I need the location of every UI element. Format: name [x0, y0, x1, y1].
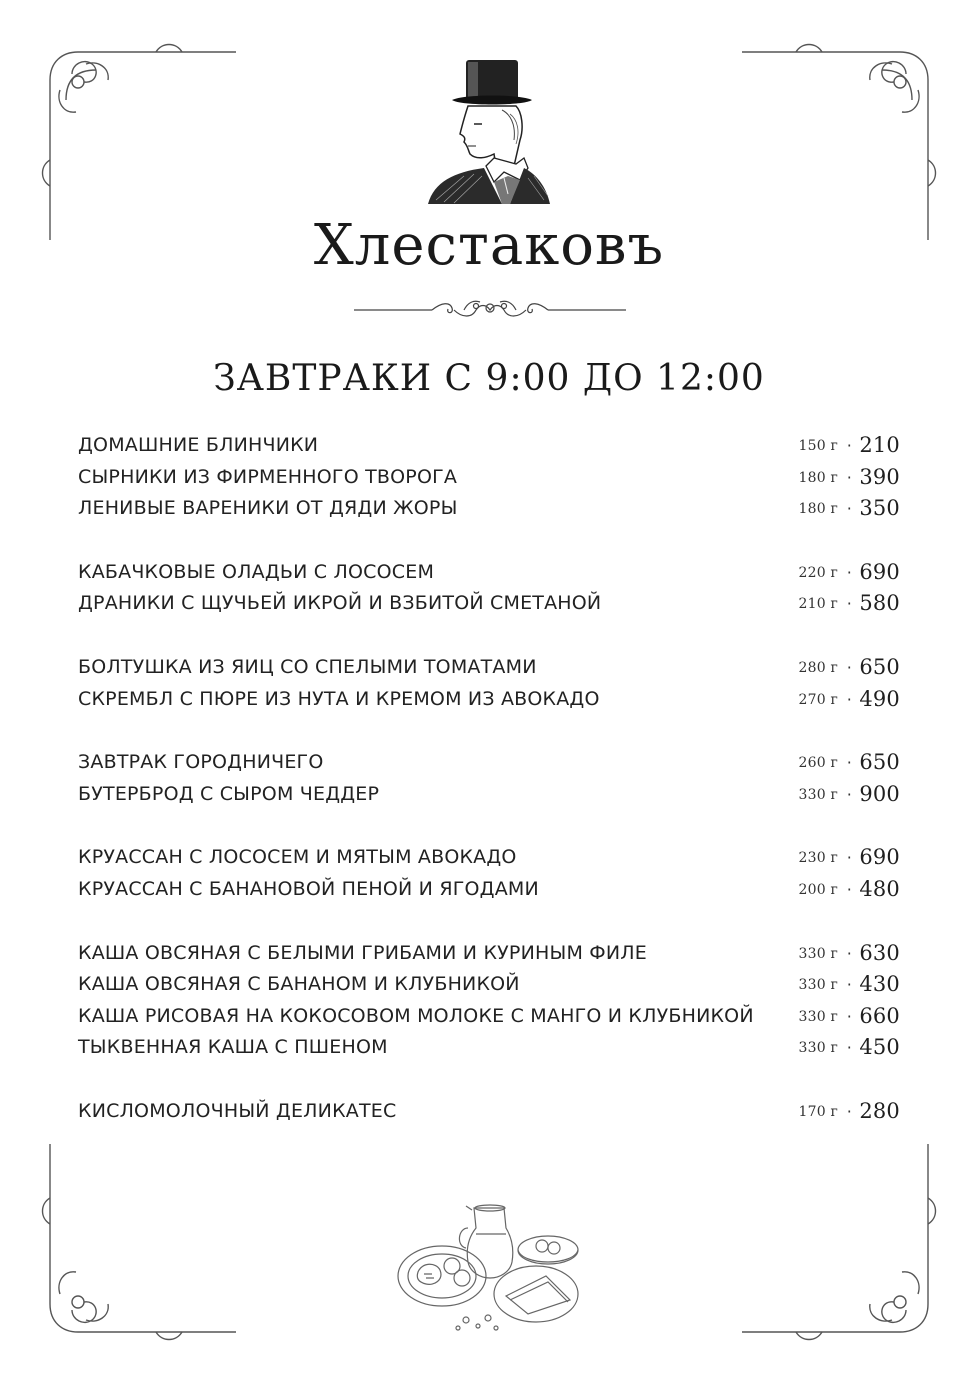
menu-item-name: КИСЛОМОЛОЧНЫЙ ДЕЛИКАТЕС [78, 1099, 397, 1122]
menu-item-weight: 180 г [798, 469, 838, 486]
menu-item-weight: 180 г [798, 501, 838, 518]
menu-item-weight: 260 г [798, 755, 838, 772]
price-separator: · [846, 689, 852, 709]
section-heading: ЗАВТРАКИ С 9:00 ДО 12:00 [213, 358, 765, 399]
menu-item-price: 650 [859, 750, 900, 775]
menu-item-price: 210 [859, 433, 900, 457]
menu-list [78, 430, 902, 1128]
menu-item-name: БОЛТУШКА ИЗ ЯИЦ СО СПЕЛЫМИ ТОМАТАМИ [78, 655, 537, 678]
price-separator: · [846, 879, 852, 899]
menu-item-weight: 200 г [798, 881, 838, 898]
price-separator: · [846, 975, 852, 995]
menu-item-price: 690 [859, 845, 900, 870]
menu-item [78, 430, 902, 462]
menu-item-weight: 230 г [798, 850, 838, 867]
menu-item [78, 493, 902, 525]
menu-item-price: 280 [859, 1098, 900, 1123]
menu-item-name: КАША РИСОВАЯ НА КОКОСОВОМ МОЛОКЕ С МАНГО И КЛУБНИКОЙ [78, 1004, 754, 1027]
menu-item-weight: 150 г [798, 438, 838, 454]
menu-item-weight: 330 г [798, 945, 838, 962]
price-separator: · [846, 943, 852, 963]
menu-item-name: ДОМАШНИЕ БЛИНЧИКИ [78, 434, 319, 456]
menu-item [78, 779, 902, 811]
menu-item-weight: 330 г [798, 977, 838, 994]
breakfast-illustration-icon [396, 1188, 586, 1338]
price-separator: · [846, 753, 852, 773]
menu-item-name: КАША ОВСЯНАЯ С БАНАНОМ И КЛУБНИКОЙ [78, 973, 520, 996]
menu-item-weight: 330 г [798, 786, 838, 803]
menu-item-price: 650 [859, 654, 900, 679]
price-separator: · [846, 1038, 852, 1058]
price-separator: · [846, 594, 852, 614]
menu-item-price: 660 [859, 1003, 900, 1028]
price-separator: · [846, 657, 852, 677]
menu-item-name: КАША ОВСЯНАЯ С БЕЛЫМИ ГРИБАМИ И КУРИНЫМ ФИЛЕ [78, 941, 647, 964]
menu-item-weight: 220 г [798, 564, 838, 581]
flourish-corner-icon [36, 1134, 246, 1344]
price-separator: · [846, 562, 852, 582]
menu-item-name: ДРАНИКИ С ЩУЧЬЕЙ ИКРОЙ И ВЗБИТОЙ СМЕТАНОЙ [78, 592, 602, 615]
price-separator: · [846, 467, 852, 487]
menu-item-weight: 270 г [798, 691, 838, 708]
price-separator: · [846, 784, 852, 804]
menu-item-price: 580 [859, 591, 900, 616]
menu-item-price: 390 [859, 464, 900, 489]
menu-item-name: СКРЕМБЛ С ПЮРЕ ИЗ НУТА И КРЕМОМ ИЗ АВОКАДО [78, 687, 600, 710]
menu-item-weight: 280 г [798, 659, 838, 676]
menu-item [78, 462, 902, 494]
menu-item-price: 480 [859, 876, 900, 901]
gentleman-in-top-hat-icon [424, 54, 554, 204]
menu-item [78, 747, 902, 779]
price-separator: · [846, 436, 852, 455]
menu-item-weight: 210 г [798, 596, 838, 613]
price-separator: · [846, 1101, 852, 1121]
menu-item [78, 652, 902, 684]
menu-item-weight: 170 г [798, 1103, 838, 1120]
menu-item-price: 450 [859, 1035, 900, 1060]
price-separator: · [846, 848, 852, 868]
menu-item [78, 874, 902, 906]
menu-item-price: 430 [859, 972, 900, 997]
ornamental-divider-icon [354, 298, 626, 322]
menu-item-name: КАБАЧКОВЫЕ ОЛАДЬИ С ЛОСОСЕМ [78, 560, 435, 583]
flourish-corner-icon [732, 1134, 942, 1344]
menu-item [78, 842, 902, 874]
menu-item-name: БУТЕРБРОД С СЫРОМ ЧЕДДЕР [78, 782, 380, 805]
menu-item [78, 1001, 902, 1033]
menu-item [78, 588, 902, 620]
price-separator: · [846, 1006, 852, 1026]
menu-item [78, 1096, 902, 1128]
menu-item [78, 684, 902, 716]
menu-item-name: КРУАССАН С ЛОСОСЕМ И МЯТЫМ АВОКАДО [78, 846, 517, 869]
menu-item-name: СЫРНИКИ ИЗ ФИРМЕННОГО ТВОРОГА [78, 465, 458, 488]
menu-item [78, 1032, 902, 1064]
price-separator: · [846, 499, 852, 519]
menu-item-price: 900 [859, 781, 900, 806]
menu-item-name: КРУАССАН С БАНАНОВОЙ ПЕНОЙ И ЯГОДАМИ [78, 877, 539, 900]
menu-item-price: 690 [859, 559, 900, 584]
menu-item-price: 350 [859, 496, 900, 521]
menu-item [78, 969, 902, 1001]
menu-item-weight: 330 г [798, 1040, 838, 1057]
menu-item [78, 557, 902, 589]
menu-item [78, 938, 902, 970]
menu-item-name: ЗАВТРАК ГОРОДНИЧЕГО [78, 751, 324, 774]
menu-item-price: 490 [859, 686, 900, 711]
menu-item-name: ЛЕНИВЫЕ ВАРЕНИКИ ОТ ДЯДИ ЖОРЫ [78, 497, 458, 520]
menu-item-price: 630 [859, 940, 900, 965]
menu-item-name: ТЫКВЕННАЯ КАША С ПШЕНОМ [78, 1036, 388, 1059]
restaurant-title: Хлестаковъ [313, 213, 665, 278]
menu-item-weight: 330 г [798, 1008, 838, 1025]
